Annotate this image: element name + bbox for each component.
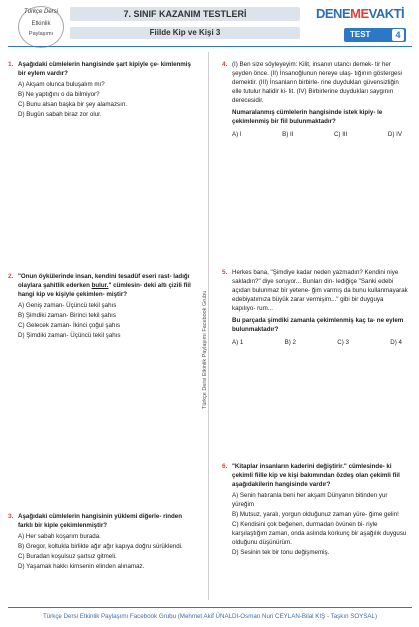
test-badge bbox=[344, 28, 406, 42]
group-stamp bbox=[18, 6, 64, 48]
question-stem bbox=[18, 272, 198, 299]
question-number: 3. bbox=[8, 513, 14, 520]
option-a[interactable]: A) Senin hatıranla beni her akşam Dünyanın bitinden yur yüreğim bbox=[232, 492, 388, 508]
test-number: 4 bbox=[392, 29, 404, 41]
page-title: 7. SINIF KAZANIM TESTLERİ bbox=[70, 7, 300, 21]
option-c[interactable]: C) Bunu alsan başka bir şey alamazsın. bbox=[18, 101, 128, 108]
brand-prefix: DENE bbox=[316, 6, 351, 21]
option-c[interactable]: C) III bbox=[333, 131, 348, 138]
question-stem: Aşağıdaki cümlelerin hangisinde şart kipiyle çe- kimlenmiş bir eylem vardır? bbox=[18, 61, 191, 77]
question-3 bbox=[8, 512, 198, 572]
option-b[interactable]: B) Gregor, koltukla birlikte ağır ağır kapıya doğru sürüklendi. bbox=[18, 543, 183, 550]
option-d[interactable]: D) 4 bbox=[390, 339, 402, 346]
question-stem: Aşağıdaki cümlelerin hangisinin yüklemi diğerle- rinden farklı bir kiple çekimlenmiştir? bbox=[18, 513, 183, 529]
question-passage: Herkes bana, "Şimdiye kadar neden yazmadın? Kendini niye sakladın?" diye soruyor... Bunları din- lediğiçe "Sanki edebi açıdan bulunmaz bir yetene- ğim varmış da bunu kullanmayarak edebiyatımıza büyük zarar vermişim..." gibi bir duyguya kapılıyo- rum... bbox=[232, 269, 408, 312]
option-c[interactable]: C) Buradan koşulsuz şartsız gitmeli. bbox=[18, 553, 117, 560]
option-a[interactable]: A) 1 bbox=[232, 339, 244, 346]
question-number: 2. bbox=[8, 273, 14, 280]
footer-divider bbox=[8, 607, 412, 608]
question-5 bbox=[222, 268, 408, 347]
option-d[interactable]: D) IV bbox=[387, 131, 402, 138]
question-number: 4. bbox=[222, 61, 228, 68]
option-a[interactable]: A) I bbox=[232, 131, 242, 138]
question-6 bbox=[222, 462, 408, 558]
option-b[interactable]: B) Şimdiki zaman- Birinci tekil şahıs bbox=[18, 312, 116, 319]
page-subtitle: Fiilde Kip ve Kişi 3 bbox=[70, 27, 300, 39]
option-b[interactable]: B) Ne yaptığını o da bilmiyor? bbox=[18, 91, 100, 98]
question-4 bbox=[222, 60, 408, 139]
brand-logo bbox=[316, 6, 404, 21]
brand-accent: ME bbox=[350, 6, 369, 21]
option-d[interactable]: D) Yaşamak hakkı kimsenin elinden alınamaz. bbox=[18, 563, 145, 570]
option-c[interactable]: C) Kendisini çok beğenen, durmadan övünen bi- riyle karşılaştığım zaman, onda aslında korkunç bir aşağılık duygusu olduğunu düşünürüm. bbox=[232, 521, 407, 546]
question-1 bbox=[8, 60, 198, 120]
option-a[interactable]: A) Geniş zaman- Üçüncü tekil şahıs bbox=[18, 302, 117, 309]
question-2 bbox=[8, 272, 198, 341]
option-c[interactable]: C) 3 bbox=[337, 339, 349, 346]
question-stem: Numaralanmış cümlelerin hangisinde istek kipiy- le çekimlenmiş bir fiil bulunmaktadır? bbox=[232, 109, 383, 125]
stamp-arc-text: Türkçe Dersi bbox=[23, 9, 58, 15]
question-number: 5. bbox=[222, 269, 228, 276]
options-row bbox=[232, 130, 402, 139]
option-b[interactable]: B) Mutsuz, yaralı, yorgun olduğunuz zaman yüre- ğime gelin! bbox=[232, 511, 399, 518]
option-d[interactable]: D) Sesinin tek bir tonu değişmemiş. bbox=[232, 549, 330, 556]
options-row bbox=[232, 338, 402, 347]
question-passage: (I) Ben size söyleyeyim: Kilit, insanın utancı demek- tir her şeyden önce. (II) İnsanoğlunun nereye ulaş- tığının göstergesi demektir. (III) İnsanların birbirle- rine duydukları güvensizliğin elle tutulur halidir ki- lit. (IV) Birbirlerine duydukları saygının derecesidir. bbox=[232, 61, 402, 104]
test-label: TEST bbox=[350, 30, 371, 39]
question-stem: "Kitaplar insanların kaderini değiştirir." cümlesinde- ki çekimli fiille kip ve kişi bakımından özdeş olan çekimli fiil aşağıdakilerin hangisinde vardır? bbox=[232, 463, 400, 488]
option-b[interactable]: B) II bbox=[282, 131, 294, 138]
question-stem: Bu parçada şimdiki zamanla çekimlenmiş kaç ta- ne eylem bulunmaktadır? bbox=[232, 317, 404, 333]
header-divider bbox=[8, 46, 412, 47]
footer-credit: Türkçe Dersi Etkinlik Paylaşımı Facebook Grubu (Mehmet Akif ÜNALDI-Osman Nuri CEYLAN-Bilal KIŞ - Taşkın SOYSAL) bbox=[42, 613, 378, 620]
option-d[interactable]: D) Bugün sabah biraz zor olur. bbox=[18, 111, 102, 118]
brand-suffix: VAKTİ bbox=[368, 6, 405, 21]
underlined-verb: bulur. bbox=[91, 282, 109, 289]
stem-part-2: " cümlesin- deki altı çizili fiil hangi kip ve kişiyle çekimlen- miştir? bbox=[18, 282, 191, 298]
question-number: 1. bbox=[8, 61, 14, 68]
stamp-line-1: Etkinlik bbox=[31, 21, 51, 27]
option-a[interactable]: A) Akşam olunca buluşalım mı? bbox=[18, 81, 105, 88]
question-number: 6. bbox=[222, 463, 228, 470]
side-credit-text: Türkçe Dersi Etkinlik Paylaşımı Facebook Grubu bbox=[202, 290, 208, 410]
option-a[interactable]: A) Her sabah koşarım burada. bbox=[18, 533, 101, 540]
stem-part-1: "Onun öykülerinde insan, kendini tesadüf eseri rast- ladığı olaylara şahitlik ederken bbox=[18, 273, 190, 289]
option-b[interactable]: B) 2 bbox=[284, 339, 296, 346]
option-d[interactable]: D) Şimdiki zaman- Üçüncü tekil şahıs bbox=[18, 332, 121, 339]
option-c[interactable]: C) Gelecek zaman- İkinci çoğul şahıs bbox=[18, 322, 121, 329]
stamp-line-2: Paylaşımı bbox=[28, 31, 54, 37]
